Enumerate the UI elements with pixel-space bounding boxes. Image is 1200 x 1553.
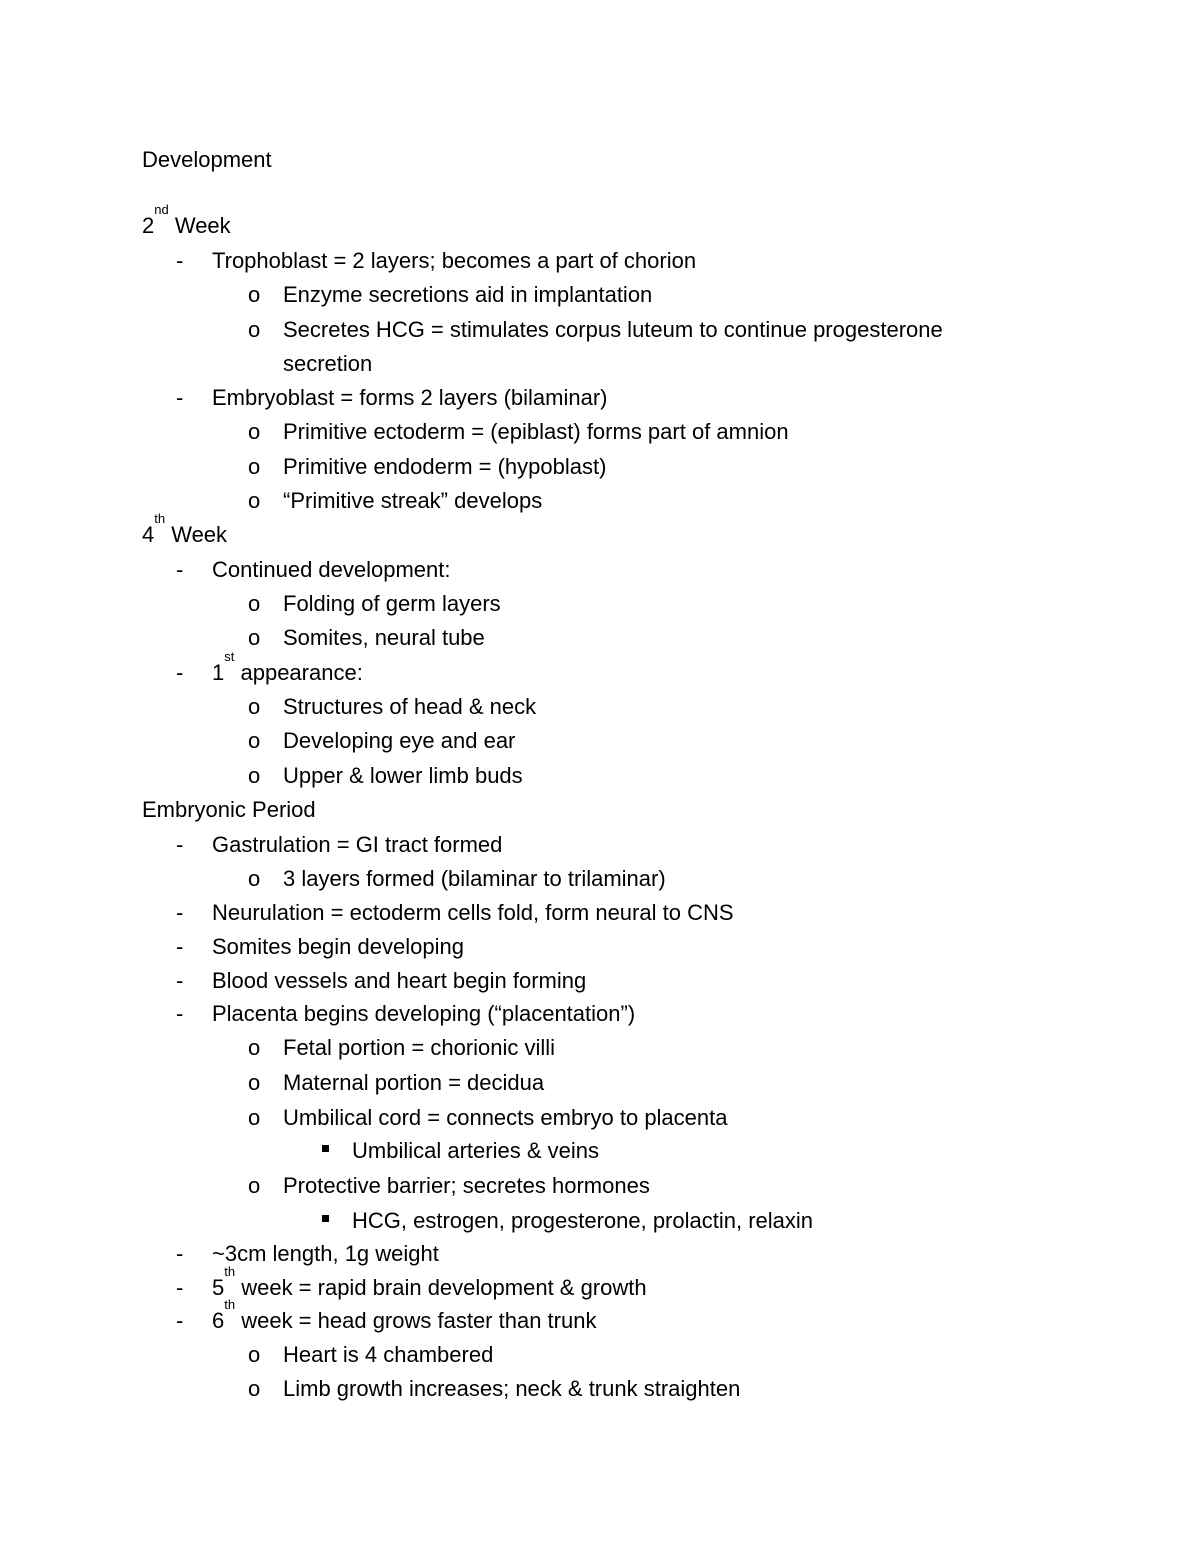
square-bullet <box>322 1215 329 1222</box>
circle-bullet: o <box>248 591 261 616</box>
circle-bullet: o <box>248 1105 261 1130</box>
circle-bullet: o <box>248 317 261 342</box>
list-item: Neurulation = ectoderm cells fold, form neural to CNS <box>212 900 734 925</box>
page-title: Development <box>142 147 272 172</box>
circle-bullet: o <box>248 866 261 891</box>
circle-bullet: o <box>248 728 261 753</box>
dash-bullet: - <box>176 385 184 410</box>
list-item: Somites begin developing <box>212 934 464 959</box>
section-heading: Embryonic Period <box>142 797 316 822</box>
list-item: 6th week = head grows faster than trunk <box>212 1297 597 1333</box>
circle-bullet: o <box>248 625 261 650</box>
section-heading: 2nd Week <box>142 202 231 238</box>
sub-list-item: Limb growth increases; neck & trunk straighten <box>283 1376 741 1401</box>
sub-list-item: Enzyme secretions aid in implantation <box>283 282 653 307</box>
list-item: Embryoblast = forms 2 layers (bilaminar) <box>212 385 608 410</box>
dash-bullet: - <box>176 1275 184 1300</box>
dash-bullet: - <box>176 1308 184 1333</box>
circle-bullet: o <box>248 763 261 788</box>
list-item: Placenta begins developing (“placentation”) <box>212 1001 636 1026</box>
sub-list-item: Primitive ectoderm = (epiblast) forms part of amnion <box>283 419 789 444</box>
circle-bullet: o <box>248 1070 261 1095</box>
sub-list-item: Developing eye and ear <box>283 728 516 753</box>
circle-bullet: o <box>248 1376 261 1401</box>
list-item: Gastrulation = GI tract formed <box>212 832 503 857</box>
sub-list-item: Maternal portion = decidua <box>283 1070 545 1095</box>
circle-bullet: o <box>248 694 261 719</box>
sub-list-item: Umbilical cord = connects embryo to placenta <box>283 1105 728 1130</box>
sub-list-item-continuation: secretion <box>283 351 373 376</box>
section-heading: 4th Week <box>142 511 228 547</box>
sub-list-item: Structures of head & neck <box>283 694 537 719</box>
sub-list-item: 3 layers formed (bilaminar to trilaminar) <box>283 866 666 891</box>
circle-bullet: o <box>248 1173 261 1198</box>
sub-list-item: Somites, neural tube <box>283 625 485 650</box>
dash-bullet: - <box>176 968 184 993</box>
sub-list-item: “Primitive streak” develops <box>283 488 543 513</box>
dash-bullet: - <box>176 832 184 857</box>
square-bullet <box>322 1145 329 1152</box>
circle-bullet: o <box>248 282 261 307</box>
circle-bullet: o <box>248 454 261 479</box>
list-item: 1st appearance: <box>212 649 363 685</box>
dash-bullet: - <box>176 900 184 925</box>
list-item: 5th week = rapid brain development & growth <box>212 1264 647 1300</box>
sub-list-item: Primitive endoderm = (hypoblast) <box>283 454 607 479</box>
list-item: Continued development: <box>212 557 451 582</box>
sub-list-item: Protective barrier; secretes hormones <box>283 1173 650 1198</box>
dash-bullet: - <box>176 557 184 582</box>
sub-sub-list-item: Umbilical arteries & veins <box>352 1138 599 1163</box>
sub-list-item: Heart is 4 chambered <box>283 1342 494 1367</box>
circle-bullet: o <box>248 1342 261 1367</box>
dash-bullet: - <box>176 1001 184 1026</box>
dash-bullet: - <box>176 248 184 273</box>
sub-list-item: Upper & lower limb buds <box>283 763 523 788</box>
circle-bullet: o <box>248 1035 261 1060</box>
circle-bullet: o <box>248 419 261 444</box>
sub-list-item: Secretes HCG = stimulates corpus luteum to continue progesterone <box>283 317 943 342</box>
dash-bullet: - <box>176 660 184 685</box>
sub-list-item: Folding of germ layers <box>283 591 501 616</box>
list-item: Blood vessels and heart begin forming <box>212 968 587 993</box>
list-item: ~3cm length, 1g weight <box>212 1241 439 1266</box>
dash-bullet: - <box>176 1241 184 1266</box>
list-item: Trophoblast = 2 layers; becomes a part of chorion <box>212 248 697 273</box>
circle-bullet: o <box>248 488 261 513</box>
dash-bullet: - <box>176 934 184 959</box>
sub-sub-list-item: HCG, estrogen, progesterone, prolactin, relaxin <box>352 1208 814 1233</box>
sub-list-item: Fetal portion = chorionic villi <box>283 1035 556 1060</box>
